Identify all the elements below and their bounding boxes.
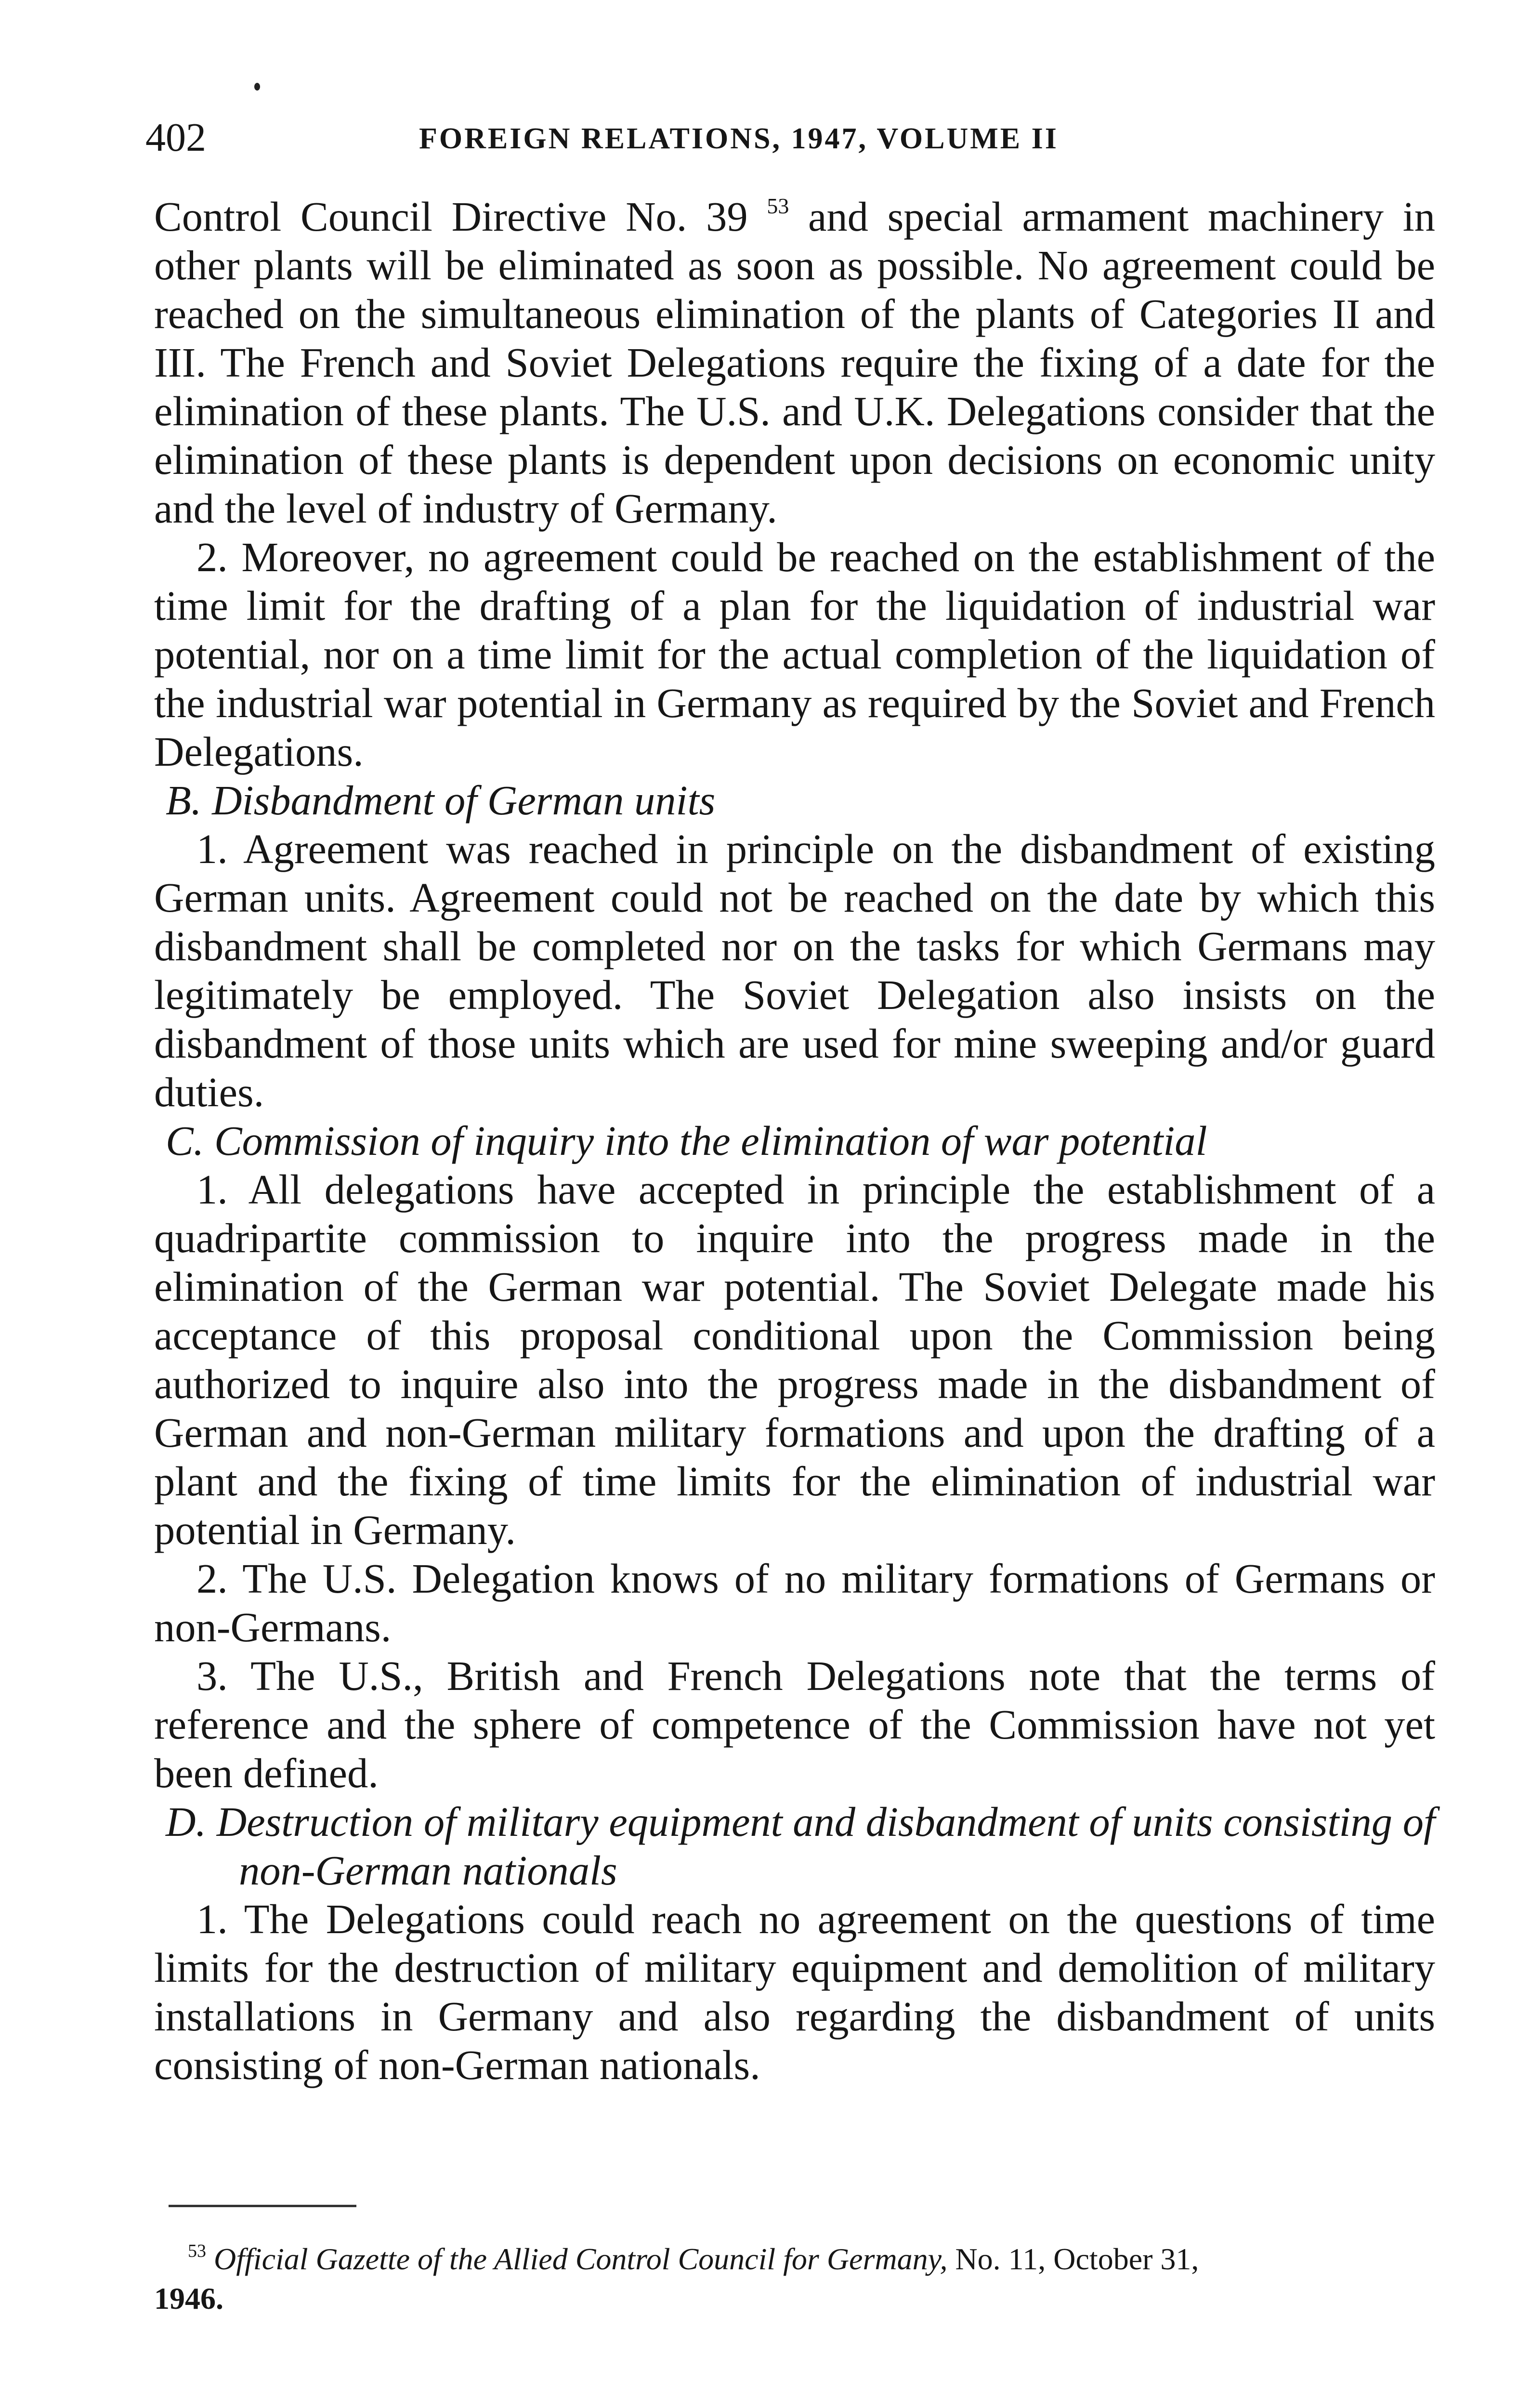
footnote-reference: 53 (767, 194, 789, 218)
footnote-marker: 53 (188, 2241, 206, 2261)
heading-b: B. Disbandment of German units (166, 777, 716, 824)
heading-c: C. Commission of inquiry into the elimination of war potential (166, 1118, 1207, 1164)
page-header (145, 114, 1436, 167)
page-number: 402 (145, 115, 206, 160)
footnote-divider (169, 2205, 356, 2207)
footnote (154, 2239, 1435, 2318)
footnote-year: 1946. (154, 2281, 223, 2316)
paragraph-intro-continued: and special armament machinery in other plants will be eliminated as soon as possible. No agreement could be reached on the simultaneous elimination of the plants of Categories II and III. The French and Soviet Delegations require the fixing of a date for the elimination of these plants. The U.S. and U.K. Delegations consider that the elimination of these plants is dependent upon decisions on economic unity and the level of industry of Germany. (154, 194, 1436, 532)
paragraph-c1: 1. All delegations have accepted in principle the establishment of a quadripartite commission to inquire into the progress made in the elimination of the German war potential. The Soviet Delegate made his acceptance of this proposal conditional upon the Commission being authorized to inquire also into the progress made in the disbandment of German and non-German military formations and upon the drafting of a plant and the fixing of time limits for the elimination of industrial war potential in Germany. (154, 1166, 1435, 1553)
body-text (154, 193, 1435, 2090)
heading-d: D. Destruction of military equipment and disbandment of units consisting of non-German nationals (166, 1799, 1435, 1894)
paragraph-c2: 2. The U.S. Delegation knows of no military formations of Germans or non-Germans. (154, 1556, 1435, 1650)
paragraph-c3: 3. The U.S., British and French Delegations note that the terms of reference and the sphere of competence of the Commission have not yet been defined. (154, 1653, 1435, 1796)
paragraph-b1: 1. Agreement was reached in principle on the disbandment of existing German units. Agreement could not be reached on the date by which this disbandment shall be completed nor on the tasks for which Germans may legitimately be employed. The Soviet Delegation also insists on the disbandment of those units which are used for mine sweeping and/or guard duties. (154, 826, 1435, 1115)
print-speck (254, 83, 260, 91)
paragraph-intro-text: Control Council Directive No. 39 (154, 194, 748, 240)
paragraph-intro (154, 193, 1435, 533)
footnote-details: No. 11, October 31, (947, 2242, 1199, 2276)
footnote-title: Official Gazette of the Allied Control Council for Germany, (214, 2242, 948, 2276)
running-head: FOREIGN RELATIONS, 1947, VOLUME II (419, 122, 1059, 155)
paragraph-a2: 2. Moreover, no agreement could be reached on the establishment of the time limit for the drafting of a plan for the liquidation of industrial war potential, nor on a time limit for the actual completion of the liquidation of the industrial war potential in Germany as required by the Soviet and French Delegations. (154, 534, 1435, 775)
paragraph-d1: 1. The Delegations could reach no agreement on the questions of time limits for the destruction of military equipment and demolition of military installations in Germany and also regarding the disbandment of units consisting of non-German nationals. (154, 1896, 1435, 2088)
